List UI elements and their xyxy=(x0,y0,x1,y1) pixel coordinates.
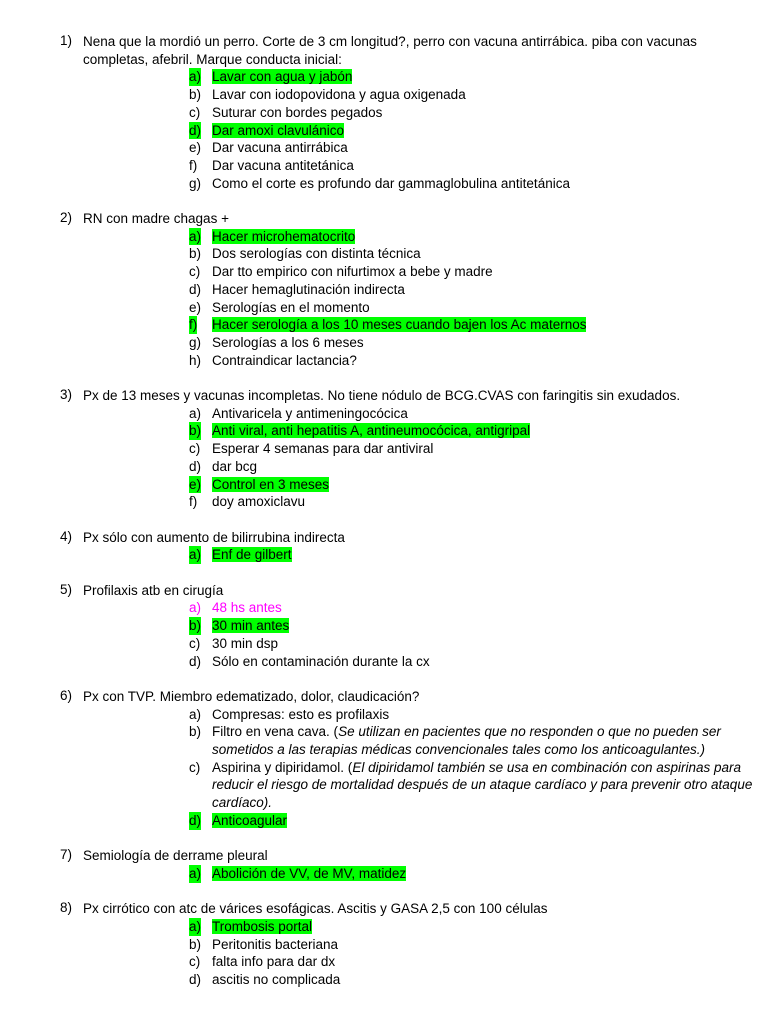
option-text: 30 min dsp xyxy=(212,635,279,651)
option-letter: e) xyxy=(189,140,202,156)
option-text: Peritonitis bacteriana xyxy=(212,936,339,952)
option-letter: a) xyxy=(189,69,202,85)
question-5 xyxy=(0,582,768,671)
option-letter: a) xyxy=(189,547,202,563)
option-letter: c) xyxy=(189,954,201,970)
option-letter: g) xyxy=(189,175,202,191)
answer-option xyxy=(83,971,768,989)
answer-option xyxy=(83,157,768,175)
option-letter: f) xyxy=(189,494,198,510)
option-text: Anticoagular xyxy=(212,812,288,828)
question-7 xyxy=(0,847,768,882)
answer-option xyxy=(83,936,768,954)
option-text: Trombosis portal xyxy=(212,919,313,935)
question-number: 5) xyxy=(60,581,73,597)
option-letter: a) xyxy=(189,919,202,935)
option-text: doy amoxiclavu xyxy=(212,494,306,510)
answer-option xyxy=(83,635,768,653)
option-letter: e) xyxy=(189,476,202,492)
answer-option xyxy=(83,245,768,263)
answer-option xyxy=(83,458,768,476)
option-text: Sólo en contaminación durante la cx xyxy=(212,653,430,669)
option-text: 48 hs antes xyxy=(212,600,282,616)
option-text: Dar vacuna antitetánica xyxy=(212,157,354,173)
option-letter: e) xyxy=(189,299,202,315)
question-4 xyxy=(0,529,768,564)
answer-option xyxy=(83,352,768,370)
option-letter: b) xyxy=(189,246,202,262)
option-text: Serologías en el momento xyxy=(212,299,370,315)
option-text: Control en 3 meses xyxy=(212,476,330,492)
question-text: Px con TVP. Miembro edematizado, dolor, claudicación? xyxy=(83,688,420,704)
option-text: Serologías a los 6 meses xyxy=(212,334,364,350)
question-8 xyxy=(0,900,768,989)
option-letter: a) xyxy=(189,706,202,722)
question-6 xyxy=(0,688,768,830)
option-letter: b) xyxy=(189,936,202,952)
option-text: Abolición de VV, de MV, matidez xyxy=(212,865,407,881)
option-letter: h) xyxy=(189,352,202,368)
answer-option xyxy=(83,599,768,617)
answer-option xyxy=(83,68,768,86)
option-letter: d) xyxy=(189,653,202,669)
option-letter: b) xyxy=(189,87,202,103)
answer-option xyxy=(83,617,768,635)
question-1 xyxy=(0,33,768,192)
option-text: Lavar con agua y jabón xyxy=(212,69,353,85)
answer-option xyxy=(83,86,768,104)
question-text: RN con madre chagas + xyxy=(83,211,229,227)
option-text: Dar vacuna antirrábica xyxy=(212,140,348,156)
option-text: Compresas: esto es profilaxis xyxy=(212,706,390,722)
option-text: 30 min antes xyxy=(212,618,290,634)
option-text: Filtro en vena cava. ( xyxy=(212,724,339,740)
option-text: falta info para dar dx xyxy=(212,954,336,970)
question-2 xyxy=(0,210,768,369)
answer-option xyxy=(83,316,768,334)
option-letter: a) xyxy=(189,228,202,244)
question-number: 7) xyxy=(60,847,73,863)
option-text: Lavar con iodopovidona y agua oxigenada xyxy=(212,87,466,103)
question-number: 2) xyxy=(60,210,73,226)
answer-option xyxy=(83,281,768,299)
option-letter: a) xyxy=(189,865,202,881)
question-3 xyxy=(0,387,768,511)
answer-option xyxy=(83,122,768,140)
answer-option xyxy=(83,812,768,830)
option-letter: c) xyxy=(189,759,201,775)
option-text: dar bcg xyxy=(212,458,258,474)
option-text: Hacer serología a los 10 meses cuando bajen los Ac maternos xyxy=(212,317,587,333)
option-letter: a) xyxy=(189,405,202,421)
answer-option xyxy=(83,653,768,671)
option-text: Como el corte es profundo dar gammaglobulina antitetánica xyxy=(212,175,570,191)
document-page xyxy=(0,33,768,1007)
answer-option xyxy=(83,263,768,281)
answer-option xyxy=(83,299,768,317)
question-text: Px cirrótico con atc de várices esofágicas. Ascitis y GASA 2,5 con 100 células xyxy=(83,901,548,917)
question-text: Nena que la mordió un perro. Corte de 3 cm longitud?, perro con vacuna antirrábica. piba con vacunas completas, afebril. Marque conducta inicial: xyxy=(83,34,697,67)
option-text: Antivaricela y antimeningocócica xyxy=(212,405,408,421)
option-letter: c) xyxy=(189,441,201,457)
question-text: Px de 13 meses y vacunas incompletas. No tiene nódulo de BCG.CVAS con faringitis sin exudados. xyxy=(83,388,681,404)
answer-option xyxy=(83,723,768,758)
answer-option xyxy=(83,405,768,423)
option-letter: c) xyxy=(189,635,201,651)
option-text: Dar tto empirico con nifurtimox a bebe y madre xyxy=(212,264,493,280)
question-number: 6) xyxy=(60,687,73,703)
option-letter: c) xyxy=(189,264,201,280)
answer-option xyxy=(83,175,768,193)
option-letter: d) xyxy=(189,458,202,474)
answer-option xyxy=(83,476,768,494)
answer-option xyxy=(83,759,768,812)
answer-option xyxy=(83,953,768,971)
option-text: Dos serologías con distinta técnica xyxy=(212,246,421,262)
option-letter: d) xyxy=(189,122,202,138)
question-text: Semiología de derrame pleural xyxy=(83,848,268,864)
question-text: Profilaxis atb en cirugía xyxy=(83,582,224,598)
option-text: Suturar con bordes pegados xyxy=(212,104,383,120)
option-text: Aspirina y dipiridamol. ( xyxy=(212,759,353,775)
question-number: 8) xyxy=(60,900,73,916)
answer-option xyxy=(83,422,768,440)
option-note: Se utilizan en pacientes que no responden o que no pueden ser sometidos a las terapias médicas convencionales tales como los anticoagulantes.) xyxy=(212,724,721,758)
option-text: Hacer microhematocrito xyxy=(212,228,356,244)
answer-option xyxy=(83,918,768,936)
question-number: 1) xyxy=(60,33,73,48)
option-letter: d) xyxy=(189,972,202,988)
option-letter: a) xyxy=(189,600,202,616)
option-letter: b) xyxy=(189,724,202,740)
option-text: Contraindicar lactancia? xyxy=(212,352,357,368)
option-letter: f) xyxy=(189,157,198,173)
option-letter: d) xyxy=(189,812,202,828)
answer-option xyxy=(83,104,768,122)
option-text: ascitis no complicada xyxy=(212,972,341,988)
option-text: Esperar 4 semanas para dar antiviral xyxy=(212,441,434,457)
option-letter: d) xyxy=(189,281,202,297)
option-letter: c) xyxy=(189,104,201,120)
question-text: Px sólo con aumento de bilirrubina indirecta xyxy=(83,529,345,545)
option-letter: b) xyxy=(189,618,202,634)
answer-option xyxy=(83,706,768,724)
option-text: Enf de gilbert xyxy=(212,547,292,563)
answer-option xyxy=(83,334,768,352)
answer-option xyxy=(83,440,768,458)
answer-option xyxy=(83,865,768,883)
answer-option xyxy=(83,228,768,246)
option-letter: f) xyxy=(189,317,198,333)
question-number: 4) xyxy=(60,528,73,544)
answer-option xyxy=(83,493,768,511)
option-letter: g) xyxy=(189,334,202,350)
option-text: Dar amoxi clavulánico xyxy=(212,122,345,138)
question-number: 3) xyxy=(60,387,73,403)
option-text: Hacer hemaglutinación indirecta xyxy=(212,281,405,297)
option-note: El dipiridamol también se usa en combinación con aspirinas para reducir el riesgo de mortalidad después de un ataque cardíaco y para prevenir otro ataque cardíaco). xyxy=(212,759,753,811)
option-text: Anti viral, anti hepatitis A, antineumocócica, antigripal xyxy=(212,423,531,439)
answer-option xyxy=(83,139,768,157)
answer-option xyxy=(83,546,768,564)
option-letter: b) xyxy=(189,423,202,439)
